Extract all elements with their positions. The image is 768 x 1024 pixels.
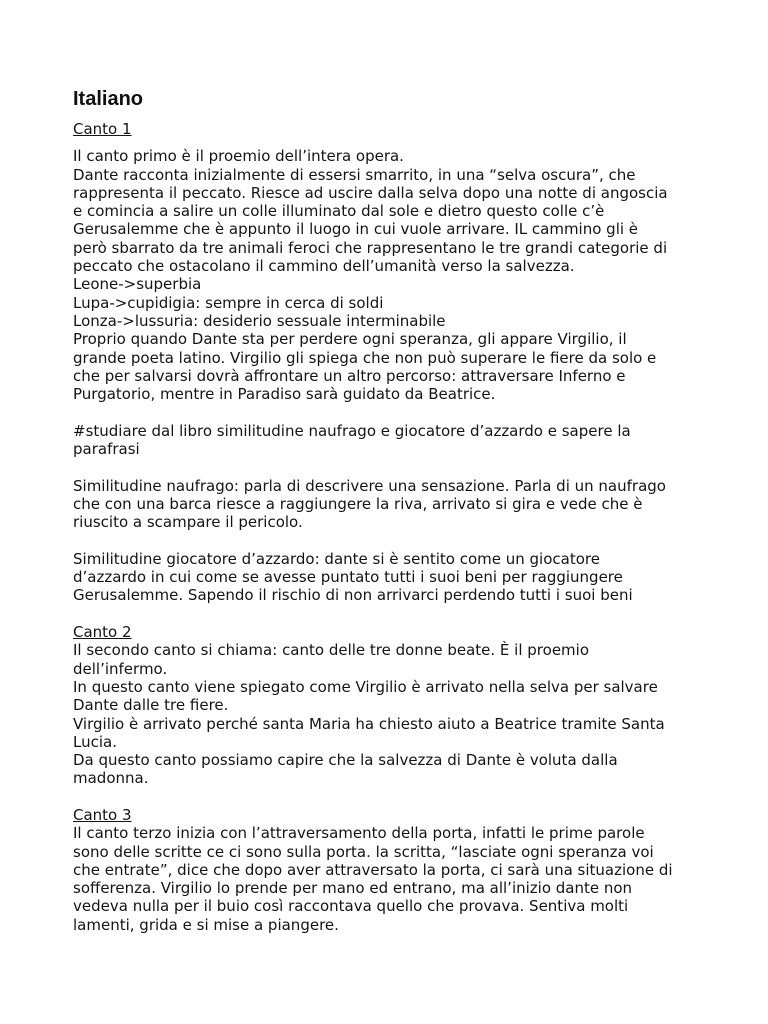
paragraph-line: Gerusalemme che è appunto il luogo in cui vuole arrivare. IL cammino gli è: [73, 220, 639, 239]
canto-2-body: [73, 641, 698, 787]
canto-1-heading: Canto 1: [73, 120, 132, 138]
paragraph-line: vedeva nulla per il buio così raccontava quello che provava. Sentiva molti: [73, 897, 629, 916]
paragraph-line: grande poeta latino. Virgilio gli spiega che non può superare le fiere da solo e: [73, 348, 657, 367]
paragraph-line: Proprio quando Dante sta per perdere ogni speranza, gli appare Virgilio, il: [73, 330, 627, 349]
paragraph-line: peccato che ostacolano il cammino dell’umanità verso la salvezza.: [73, 257, 575, 276]
list-line-leone: Leone->superbia: [73, 275, 202, 294]
blank-line: [73, 788, 698, 806]
paragraph-line: e comincia a salire un colle illuminato dal sole e dietro questo colle c’è: [73, 202, 605, 221]
paragraph-line: che con una barca riesce a raggiungere la riva, arrivato si gira e vede che è: [73, 494, 643, 513]
canto-1-body: [73, 147, 698, 403]
paragraph-line: lamenti, grida e si mise a piangere.: [73, 915, 339, 934]
note-line: parafrasi: [73, 440, 140, 459]
paragraph-line: Lucia.: [73, 732, 117, 751]
paragraph-line: però sbarrato da tre animali feroci che rappresentano le tre grandi categorie di: [73, 238, 668, 257]
paragraph-line: Da questo canto possiamo capire che la salvezza di Dante è voluta dalla: [73, 751, 618, 770]
paragraph-line: che per salvarsi dovrà affrontare un altro percorso: attraversare Inferno e: [73, 366, 626, 385]
canto-3-body: [73, 824, 698, 934]
paragraph-line: Similitudine naufrago: parla di descrivere una sensazione. Parla di un naufrago: [73, 476, 666, 495]
paragraph-line: rappresenta il peccato. Riesce ad uscire dalla selva dopo una notte di angoscia: [73, 183, 668, 202]
paragraph-line: Dante dalle tre fiere.: [73, 696, 229, 715]
blank-line: [73, 458, 698, 476]
paragraph-line: Il canto terzo inizia con l’attraversamento della porta, infatti le prime parole: [73, 824, 645, 843]
paragraph-line: Il secondo canto si chiama: canto delle tre donne beate. È il proemio: [73, 641, 589, 660]
paragraph-line: Purgatorio, mentre in Paradiso sarà guidato da Beatrice.: [73, 385, 496, 404]
blank-line: [73, 605, 698, 623]
list-line-lupa: Lupa->cupidigia: sempre in cerca di soldi: [73, 293, 384, 312]
paragraph-line: che entrate”, dice che dopo aver attraversato la porta, ci sarà una situazione di: [73, 860, 673, 879]
canto-2-heading: Canto 2: [73, 623, 132, 642]
paragraph-line: In questo canto viene spiegato come Virgilio è arrivato nella selva per salvare: [73, 677, 658, 696]
paragraph-line: d’azzardo in cui come se avesse puntato tutti i suoi beni per raggiungere: [73, 568, 623, 587]
blank-line: [73, 532, 698, 550]
paragraph-line: sono delle scritte ce ci sono sulla porta. la scritta, “lasciate ogni speranza voi: [73, 842, 654, 861]
similitudine-giocatore: [73, 550, 698, 605]
blank-line: [73, 403, 698, 421]
paragraph-line: Dante racconta inizialmente di essersi smarrito, in una “selva oscura”, che: [73, 165, 636, 184]
document-body: [73, 86, 698, 934]
paragraph-line: Gerusalemme. Sapendo il rischio di non arrivarci perdendo tutti i suoi beni: [73, 586, 633, 605]
study-note: [73, 422, 698, 459]
document-title: Italiano: [73, 88, 144, 110]
paragraph-line: dell’infermo.: [73, 659, 168, 678]
list-line-lonza: Lonza->lussuria: desiderio sessuale interminabile: [73, 311, 446, 330]
similitudine-naufrago: [73, 477, 698, 532]
note-line: #studiare dal libro similitudine naufrago e giocatore d’azzardo e sapere la: [73, 421, 631, 440]
paragraph-line: madonna.: [73, 769, 149, 788]
paragraph-line: Virgilio è arrivato perché santa Maria ha chiesto aiuto a Beatrice tramite Santa: [73, 714, 665, 733]
paragraph-line: Similitudine giocatore d’azzardo: dante si è sentito come un giocatore: [73, 549, 600, 568]
canto-3-heading: Canto 3: [73, 805, 132, 824]
paragraph-line: riuscito a scampare il pericolo.: [73, 513, 303, 532]
paragraph-line: Il canto primo è il proemio dell’intera opera.: [73, 147, 404, 166]
paragraph-line: sofferenza. Virgilio lo prende per mano ed entrano, ma all’inizio dante non: [73, 879, 633, 898]
